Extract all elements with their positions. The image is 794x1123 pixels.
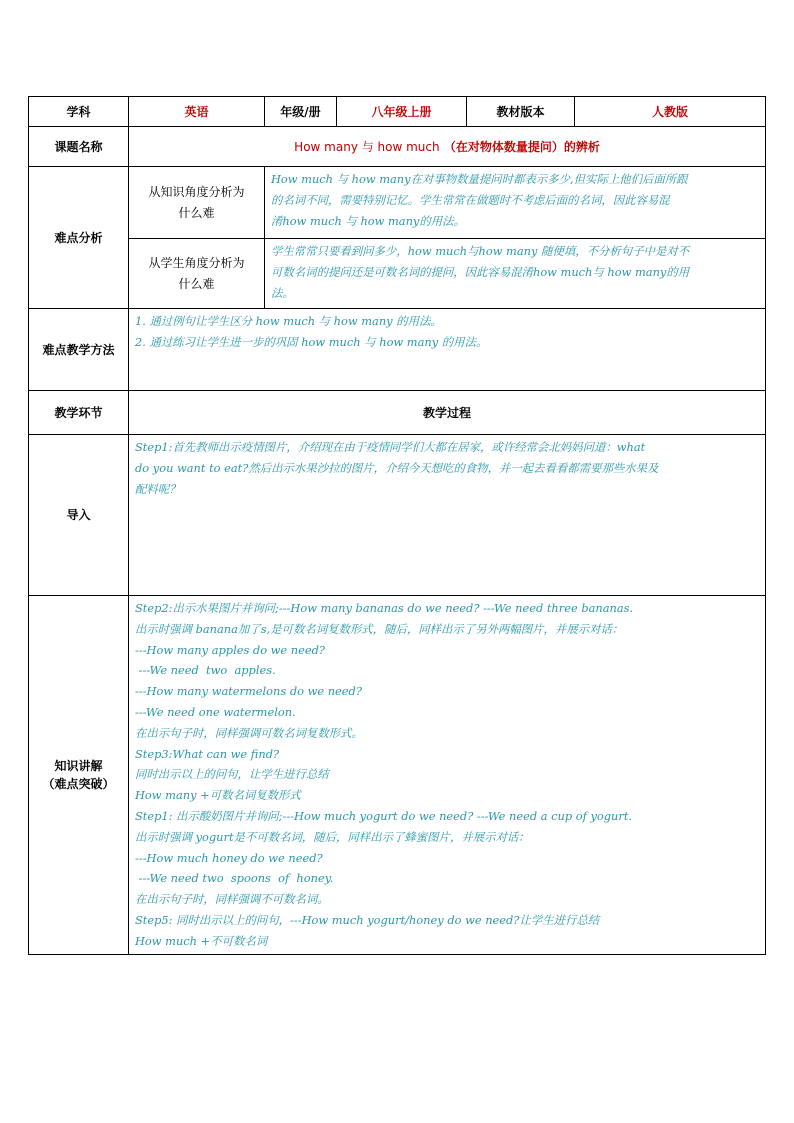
text-line: 法。	[271, 286, 294, 300]
topic-title-cn: （在对物体数量提问）的辨析	[443, 140, 600, 154]
text-line: 1. 通过例句让学生区分 how much 与 how many 的用法。	[135, 314, 442, 328]
text-line: How much +不可数名词	[135, 933, 268, 948]
edition-value: 人教版	[575, 97, 766, 127]
text-line: 的名词不同，需要特别记忆。学生常常在做题时不考虑后面的名词，因此容易混	[271, 193, 670, 207]
text-line: 配料呢？	[135, 482, 181, 496]
lesson-plan-table	[28, 96, 766, 955]
topic-title	[129, 127, 766, 167]
student-angle-line-1: 从学生角度分析为	[148, 255, 245, 270]
knowledge-label-line-1: 知识讲解	[54, 758, 103, 773]
text-line: ---How much honey do we need?	[135, 850, 323, 865]
grade-value: 八年级上册	[337, 97, 467, 127]
text-line: Step1: 出示酸奶图片并询问;---How much yogurt do we need? ---We need a cup of yogurt.	[135, 808, 633, 823]
knowledge-label	[29, 596, 129, 955]
text-line: Step3:What can we find?	[135, 746, 280, 761]
text-line: 在出示句子时，同样强调可数名词复数形式。	[135, 725, 363, 740]
text-line: ---We need two apples.	[135, 663, 276, 678]
difficulty-knowledge-row	[29, 167, 766, 239]
text-line: 出示时强调 banana加了s,是可数名词复数形式，随后，同样出示了另外两幅图片，并展示对话：	[135, 621, 624, 636]
process-label: 教学过程	[129, 391, 766, 435]
edition-label: 教材版本	[467, 97, 575, 127]
subject-value: 英语	[129, 97, 265, 127]
teaching-method-row	[29, 309, 766, 391]
student-angle-label	[129, 239, 265, 309]
text-line: ---How many apples do we need?	[135, 642, 326, 657]
text-line: 2. 通过练习让学生进一步的巩固 how much 与 how many 的用法。	[135, 335, 488, 349]
knowledge-angle-label	[129, 167, 265, 239]
text-line: Step5: 同时出示以上的问句，---How much yogurt/honey do we need?让学生进行总结	[135, 912, 600, 927]
grade-label: 年级/册	[265, 97, 337, 127]
intro-text	[129, 435, 766, 596]
subject-label: 学科	[29, 97, 129, 127]
topic-row	[29, 127, 766, 167]
text-line: 同时出示以上的问句，让学生进行总结	[135, 767, 329, 782]
topic-label: 课题名称	[29, 127, 129, 167]
text-line: do you want to eat?然后出示水果沙拉的图片，介绍今天想吃的食物，并一起去看看都需要那些水果及	[135, 461, 659, 475]
knowledge-angle-line-1: 从知识角度分析为	[148, 184, 245, 199]
topic-title-en: How many 与 how much	[294, 140, 440, 154]
text-line: 在出示句子时，同样强调不可数名词。	[135, 892, 329, 907]
knowledge-angle-line-2: 什么难	[178, 205, 215, 220]
text-line: ---We need two spoons of honey.	[135, 871, 334, 886]
text-line: ---How many watermelons do we need?	[135, 684, 362, 699]
text-line: How many +可数名词复数形式	[135, 788, 301, 803]
text-line: ---We need one watermelon.	[135, 704, 296, 719]
intro-row	[29, 435, 766, 596]
text-line: How much 与 how many在对事物数量提问时都表示多少,但实际上他们后面所跟	[271, 172, 688, 186]
knowledge-label-line-2: （难点突破）	[42, 776, 115, 791]
knowledge-angle-text	[265, 167, 766, 239]
knowledge-row	[29, 596, 766, 955]
text-line: 可数名词的提问还是可数名词的提问，因此容易混淆how much与 how many的用	[271, 265, 690, 279]
process-header-row	[29, 391, 766, 435]
intro-label: 导入	[29, 435, 129, 596]
student-angle-text	[265, 239, 766, 309]
knowledge-text	[129, 596, 766, 955]
text-line: Step2:出示水果图片并询问;---How many bananas do we need? ---We need three bananas.	[135, 601, 634, 615]
text-line: 出示时强调 yogurt是不可数名词，随后，同样出示了蜂蜜图片，并展示对话：	[135, 829, 530, 844]
difficulty-analysis-label: 难点分析	[29, 167, 129, 309]
difficulty-student-row	[29, 239, 766, 309]
header-row	[29, 97, 766, 127]
teaching-method-text	[129, 309, 766, 391]
stage-label: 教学环节	[29, 391, 129, 435]
text-line: Step1:首先教师出示疫情图片，介绍现在由于疫情同学们大都在居家，或许经常会北妈妈问道：what	[135, 440, 646, 454]
teaching-method-label: 难点教学方法	[29, 309, 129, 391]
student-angle-line-2: 什么难	[178, 276, 215, 291]
text-line: 学生常常只要看到问多少，how much与how many 随便填，不分析句子中是对不	[271, 244, 690, 258]
text-line: 淆how much 与 how many的用法。	[271, 214, 465, 228]
